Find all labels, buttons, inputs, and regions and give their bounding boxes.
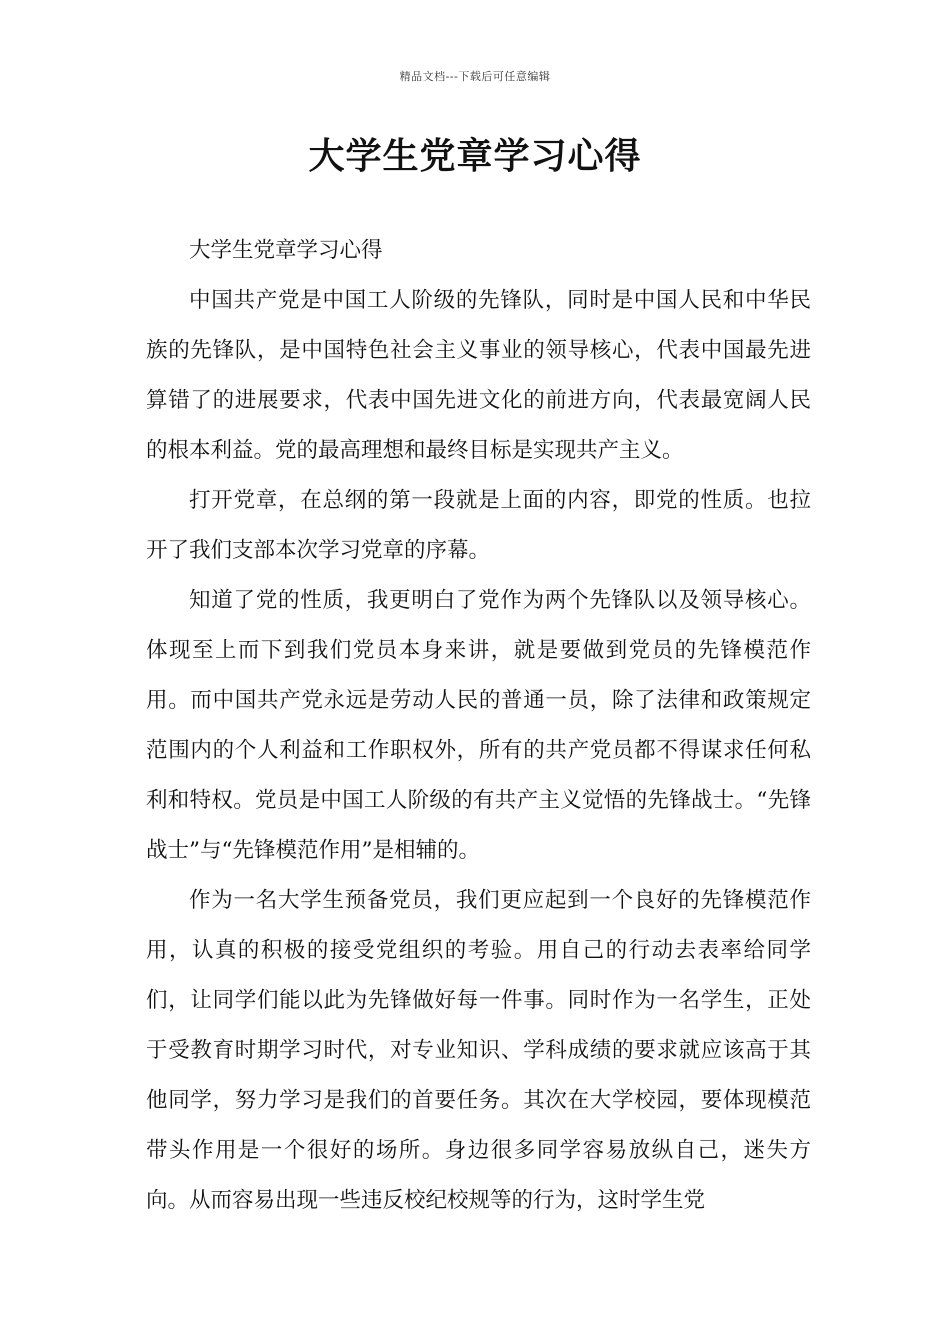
- document-title: 大学生党章学习心得: [308, 136, 642, 177]
- paragraph: 知道了党的性质，我更明白了党作为两个先锋队以及领导核心。体现至上而下到我们党员本身来讲，就是要做到党员的先锋模范作用。而中国共产党永远是劳动人民的普通一员，除了法律和政策规定范围内的个人利益和工作职权外，所有的共产党员都不得谋求任何私利和特权。党员是中国工人阶级的有共产主义觉悟的先锋战士。“先锋战士”与“先锋模范作用”是相辅的。: [146, 588, 811, 863]
- paragraph-subtitle: 大学生党章学习心得: [189, 238, 383, 263]
- paragraph: 作为一名大学生预备党员，我们更应起到一个良好的先锋模范作用，认真的积极的接受党组织的考验。用自己的行动去表率给同学们，让同学们能以此为先锋做好每一件事。同时作为一名学生，正处于受教育时期学习时代，对专业知识、学科成绩的要求就应该高于其他同学，努力学习是我们的首要任务。其次在大学校园，要体现模范带头作用是一个很好的场所。身边很多同学容易放纵自己，迷失方向。从而容易出现一些违反校纪校规等的行为，这时学生党: [146, 888, 811, 1213]
- paragraph: 打开党章，在总纲的第一段就是上面的内容，即党的性质。也拉开了我们支部本次学习党章的序幕。: [146, 488, 811, 563]
- document-body: [146, 226, 811, 1226]
- paragraph: 中国共产党是中国工人阶级的先锋队，同时是中国人民和中华民族的先锋队，是中国特色社会主义事业的领导核心，代表中国最先进算错了的进展要求，代表中国先进文化的前进方向，代表最宽阔人民的根本利益。党的最高理想和最终目标是实现共产主义。: [146, 288, 811, 463]
- header-note: 精品文档---下载后可任意编辑: [399, 70, 551, 83]
